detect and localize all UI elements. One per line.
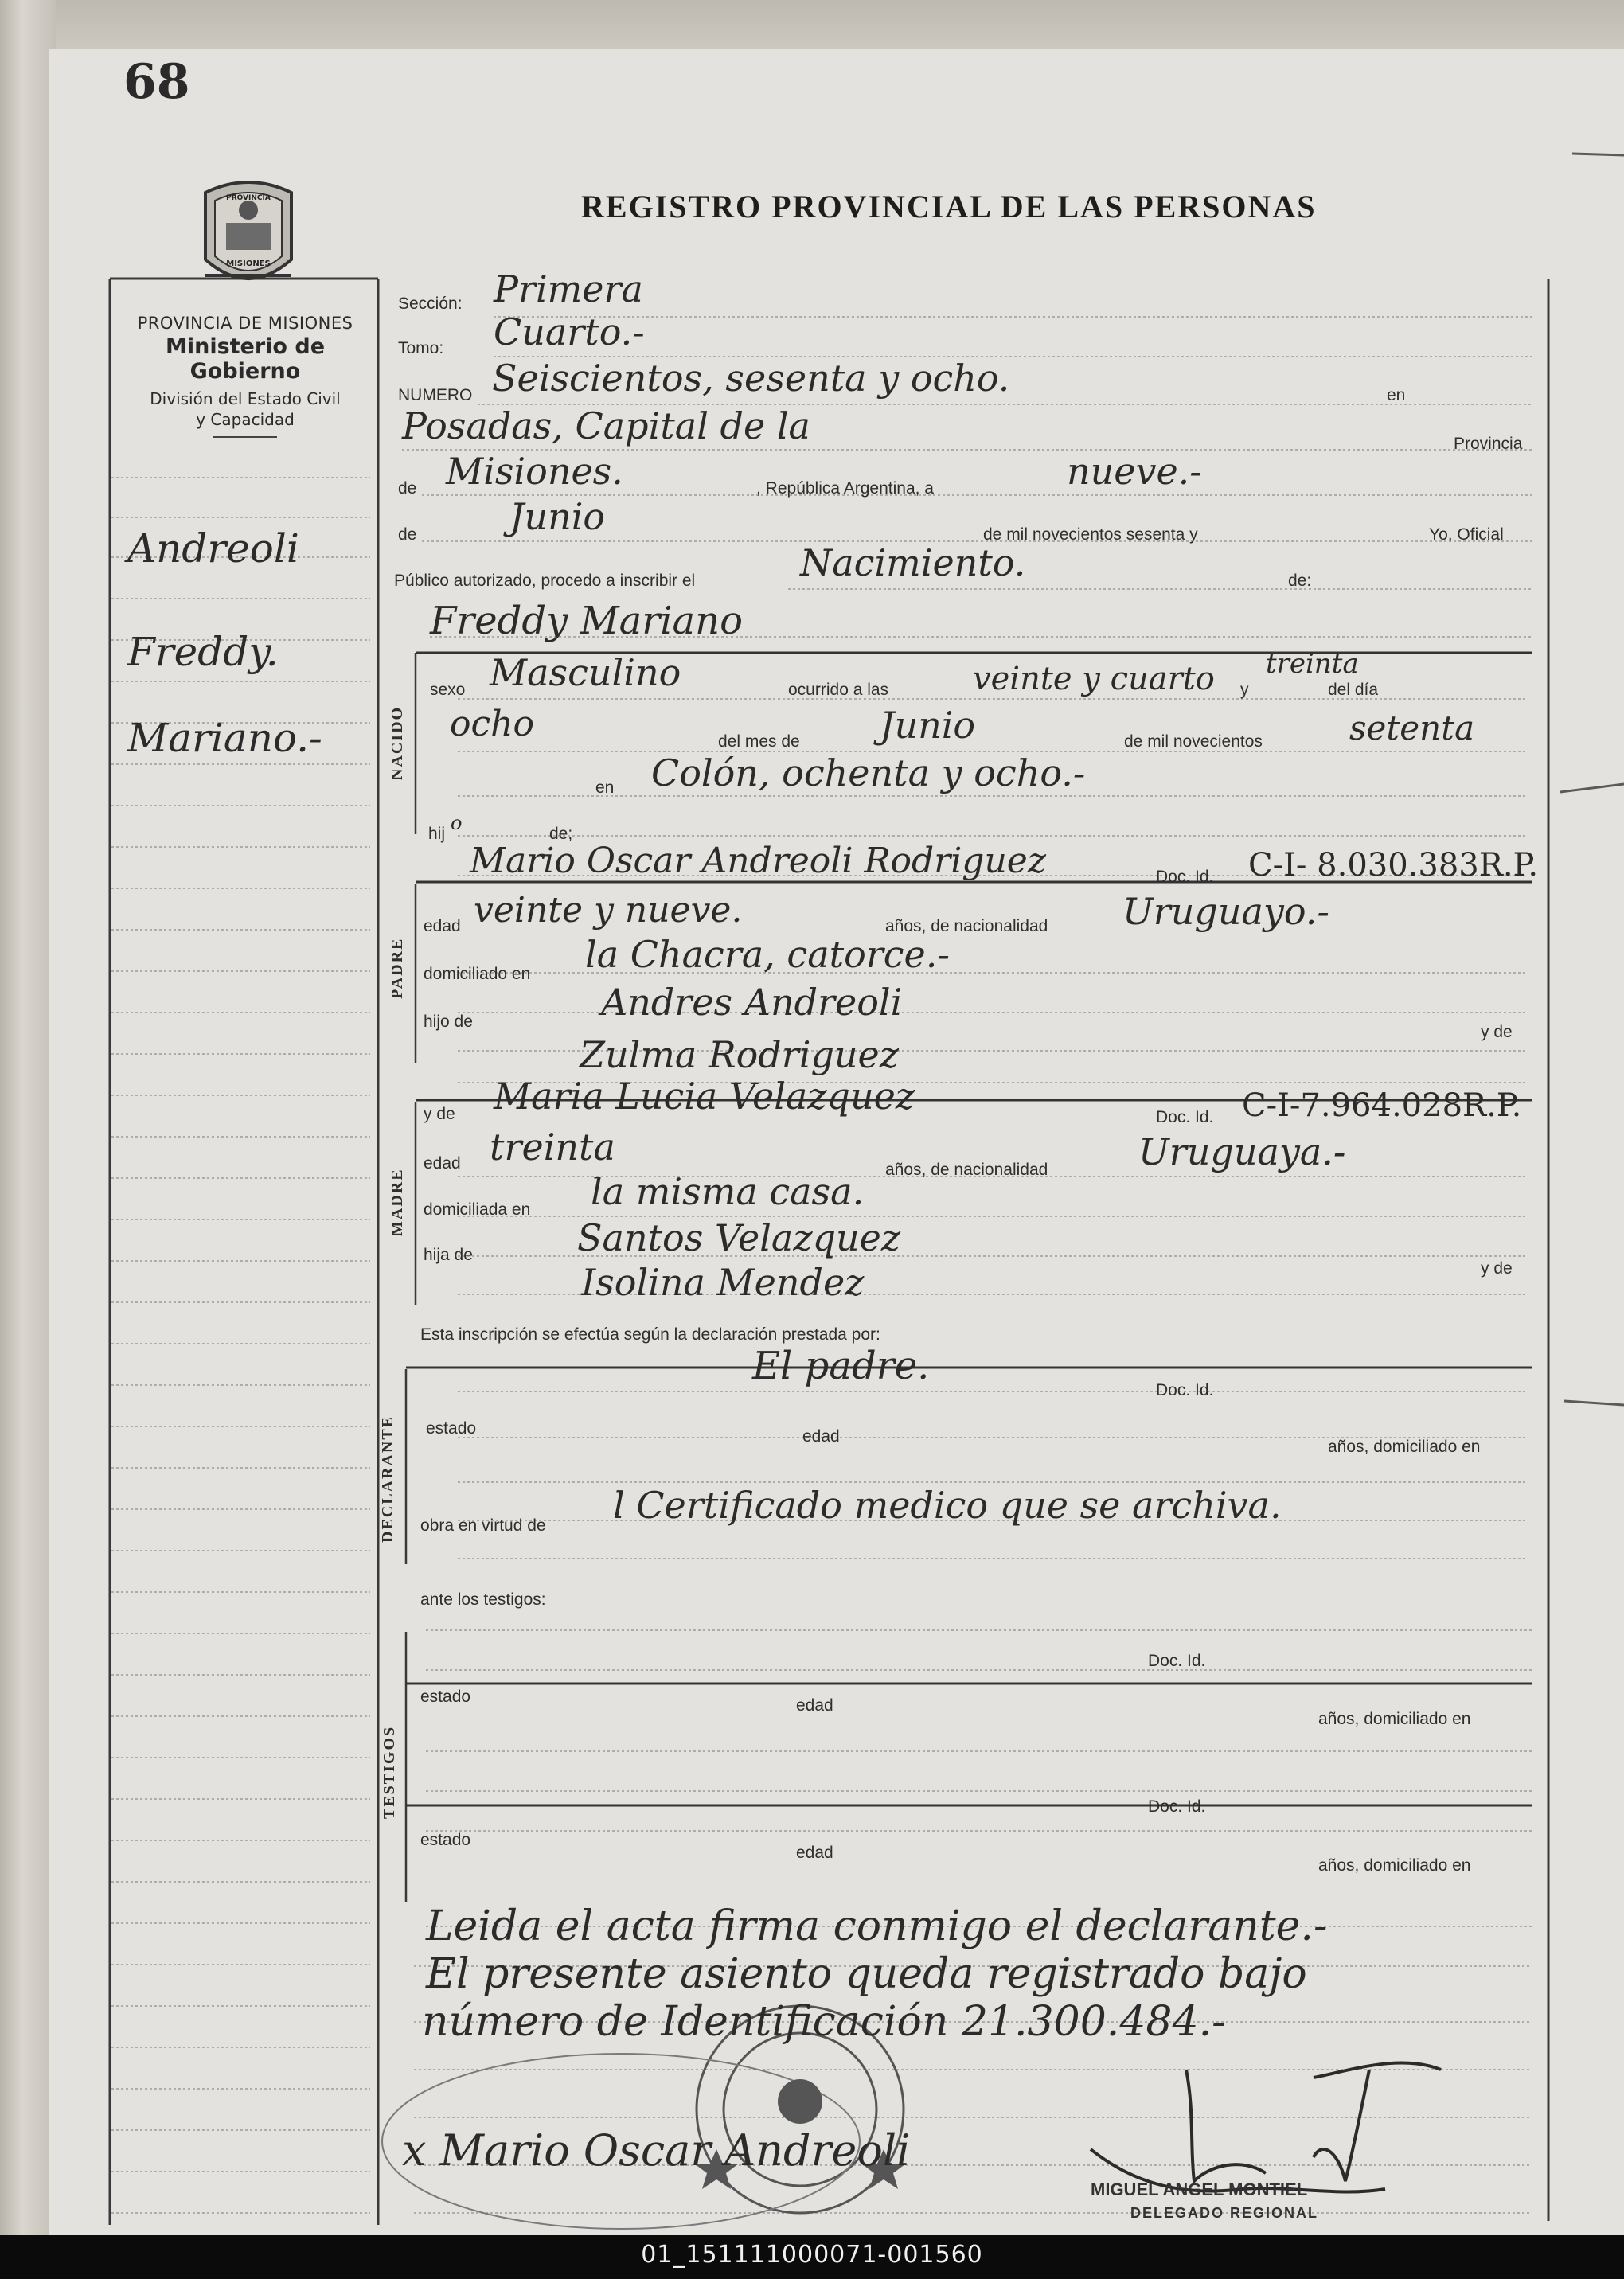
official-title: DELEGADO REGIONAL (1130, 2205, 1319, 2221)
del-dia-label: del día (1328, 681, 1379, 699)
padre-anos-nac-label: años, de nacionalidad (885, 917, 1048, 935)
madre-label: MADRE (388, 1168, 406, 1236)
madre-nombre-value: Maria Lucia Velazquez (494, 1075, 915, 1118)
margin-second-name: Mariano.- (127, 715, 322, 761)
anio-nac-value: setenta (1349, 708, 1475, 747)
mes-value: Junio (509, 495, 606, 538)
header-divider (213, 436, 277, 438)
testigo2-estado-label: estado (420, 1831, 471, 1849)
esta-inscripcion-label: Esta inscripción se efectúa según la declaración prestada por: (420, 1325, 880, 1344)
madre-doc-label: Doc. Id. (1156, 1108, 1214, 1126)
padre-label: PADRE (388, 937, 406, 999)
seccion-label: Sección: (398, 295, 463, 313)
padre-edad-label: edad (424, 917, 461, 935)
obra-label: obra en virtud de (420, 1516, 546, 1535)
testigo2-anos-label: años, domiciliado en (1318, 1856, 1471, 1875)
emblem-text-bottom: MISIONES (226, 260, 271, 268)
sexo-label: sexo (430, 681, 466, 699)
note-line-1: Leida el acta firma conmigo el declarante.- (426, 1902, 1328, 1950)
nombre-value: Freddy Mariano (430, 599, 743, 643)
de-colon-label: de: (1288, 572, 1312, 590)
province-name: PROVINCIA DE MISIONES (137, 314, 353, 333)
testigos-label: TESTIGOS (381, 1725, 398, 1819)
abuelo-m-value: Santos Velazquez (577, 1216, 901, 1259)
minutos-value: treinta (1266, 648, 1359, 680)
madre-y-de-label: y de (424, 1105, 455, 1123)
madre-y-de-label2: y de (1481, 1259, 1513, 1278)
padre-doc-value: C-I- 8.030.383R.P. (1248, 847, 1539, 884)
note-line-2: El presente asiento queda registrado bajo (426, 1950, 1307, 1998)
division-subname: y Capacidad (196, 410, 295, 429)
testigo1-estado-label: estado (420, 1688, 471, 1706)
mes-nac-value: Junio (880, 704, 976, 747)
abuela-p-value: Zulma Rodriguez (580, 1033, 899, 1076)
abuela-m-value: Isolina Mendez (581, 1261, 865, 1304)
province-emblem (197, 177, 299, 301)
hora-value: veinte y cuarto (973, 661, 1215, 697)
declarante-label: DECLARANTE (379, 1415, 396, 1543)
division-name: División del Estado Civil (150, 389, 341, 408)
padre-doc-label: Doc. Id. (1156, 868, 1214, 886)
del-mes-label: del mes de (718, 732, 800, 751)
padre-hijo-de-label: hijo de (424, 1013, 473, 1031)
declarante-doc-label: Doc. Id. (1156, 1381, 1214, 1399)
sexo-value: Masculino (490, 651, 681, 694)
issuer-header (110, 314, 381, 438)
seccion-value: Primera (494, 267, 643, 310)
de-semi-label: de; (549, 825, 573, 843)
padre-dom-label: domiciliado en (424, 965, 531, 983)
hij-suffix-value: o (451, 812, 463, 834)
tomo-value: Cuarto.- (494, 310, 645, 353)
ocurrido-label: ocurrido a las (788, 681, 889, 699)
obra-value: l Certificado medico que se archiva. (613, 1484, 1282, 1527)
publico-label: Público autorizado, procedo a inscribir el (394, 572, 696, 590)
y-label: y (1240, 681, 1249, 699)
lugar-nac-value: Colón, ochenta y ocho.- (651, 751, 1086, 794)
testigo2-edad-label: edad (796, 1844, 833, 1862)
image-id: 01_151111000071-001560 (641, 2241, 983, 2269)
madre-doc-value: C-I-7.964.028R.P. (1242, 1087, 1522, 1124)
provincia-label: Provincia (1454, 435, 1523, 453)
republica-label: , República Argentina, a (756, 479, 934, 498)
numero-label: NUMERO (398, 386, 473, 404)
decl-anos-label: años, domiciliado en (1328, 1438, 1481, 1456)
provincia-value: Misiones. (446, 450, 623, 493)
decl-estado-label: estado (426, 1419, 477, 1438)
madre-hija-de-label: hija de (424, 1246, 473, 1264)
de-mil-nov-label: de mil novecientos (1124, 732, 1263, 751)
dia-value: nueve.- (1067, 450, 1202, 493)
de-label: de (398, 479, 417, 498)
numero-value: Seiscientos, sesenta y ocho. (492, 357, 1010, 400)
dia-nac-value: ocho (450, 704, 534, 744)
declarante-value: El padre. (752, 1344, 930, 1388)
madre-nac-value: Uruguaya.- (1138, 1130, 1346, 1173)
margin-surname: Andreoli (127, 525, 299, 572)
testigo1-anos-label: años, domiciliado en (1318, 1710, 1471, 1728)
madre-dom-label: domiciliada en (424, 1200, 531, 1219)
padre-nac-value: Uruguayo.- (1122, 890, 1329, 933)
nacido-label: NACIDO (388, 705, 406, 780)
padre-y-de-label: y de (1481, 1023, 1513, 1041)
ante-label: ante los testigos: (420, 1590, 546, 1609)
official-name: MIGUEL ANGEL MONTIEL (1091, 2179, 1308, 2199)
tomo-label: Tomo: (398, 339, 444, 357)
testigo1-edad-label: edad (796, 1696, 833, 1715)
en-nac-label: en (595, 779, 615, 797)
testigo2-doc-label: Doc. Id. (1148, 1797, 1206, 1816)
padre-nombre-value: Mario Oscar Andreoli Rodriguez (470, 841, 1047, 881)
testigo1-doc-label: Doc. Id. (1148, 1652, 1206, 1670)
yo-oficial-label: Yo, Oficial (1429, 525, 1504, 544)
note-line-3: número de Identificación 21.300.484.- (422, 1998, 1226, 2046)
margin-first-name: Freddy. (127, 629, 279, 675)
abuelo-p-value: Andres Andreoli (601, 981, 903, 1024)
madre-dom-value: la misma casa. (591, 1170, 865, 1213)
de2-label: de (398, 525, 417, 544)
padre-dom-value: la Chacra, catorce.- (585, 933, 950, 976)
madre-edad-label: edad (424, 1154, 461, 1173)
document-title: REGISTRO PROVINCIAL DE LAS PERSONAS (581, 189, 1317, 224)
ministry-name: Ministerio de Gobierno (165, 334, 326, 384)
lugar-value: Posadas, Capital de la (402, 404, 810, 447)
padre-edad-value: veinte y nueve. (474, 890, 743, 931)
hij-label: hij (428, 825, 446, 843)
madre-edad-value: treinta (490, 1126, 615, 1169)
en-label: en (1387, 386, 1406, 404)
declarant-signature: x Mario Oscar Andreoli (402, 2125, 911, 2176)
madre-anos-nac-label: años, de nacionalidad (885, 1161, 1048, 1179)
decl-edad-label: edad (802, 1427, 840, 1446)
acto-value: Nacimiento. (800, 541, 1026, 584)
de-mil-label: de mil novecientos sesenta y (983, 525, 1198, 544)
page-number: 68 (123, 54, 190, 110)
signatures (1091, 2062, 1441, 2191)
emblem-text-top: PROVINCIA (226, 194, 271, 202)
